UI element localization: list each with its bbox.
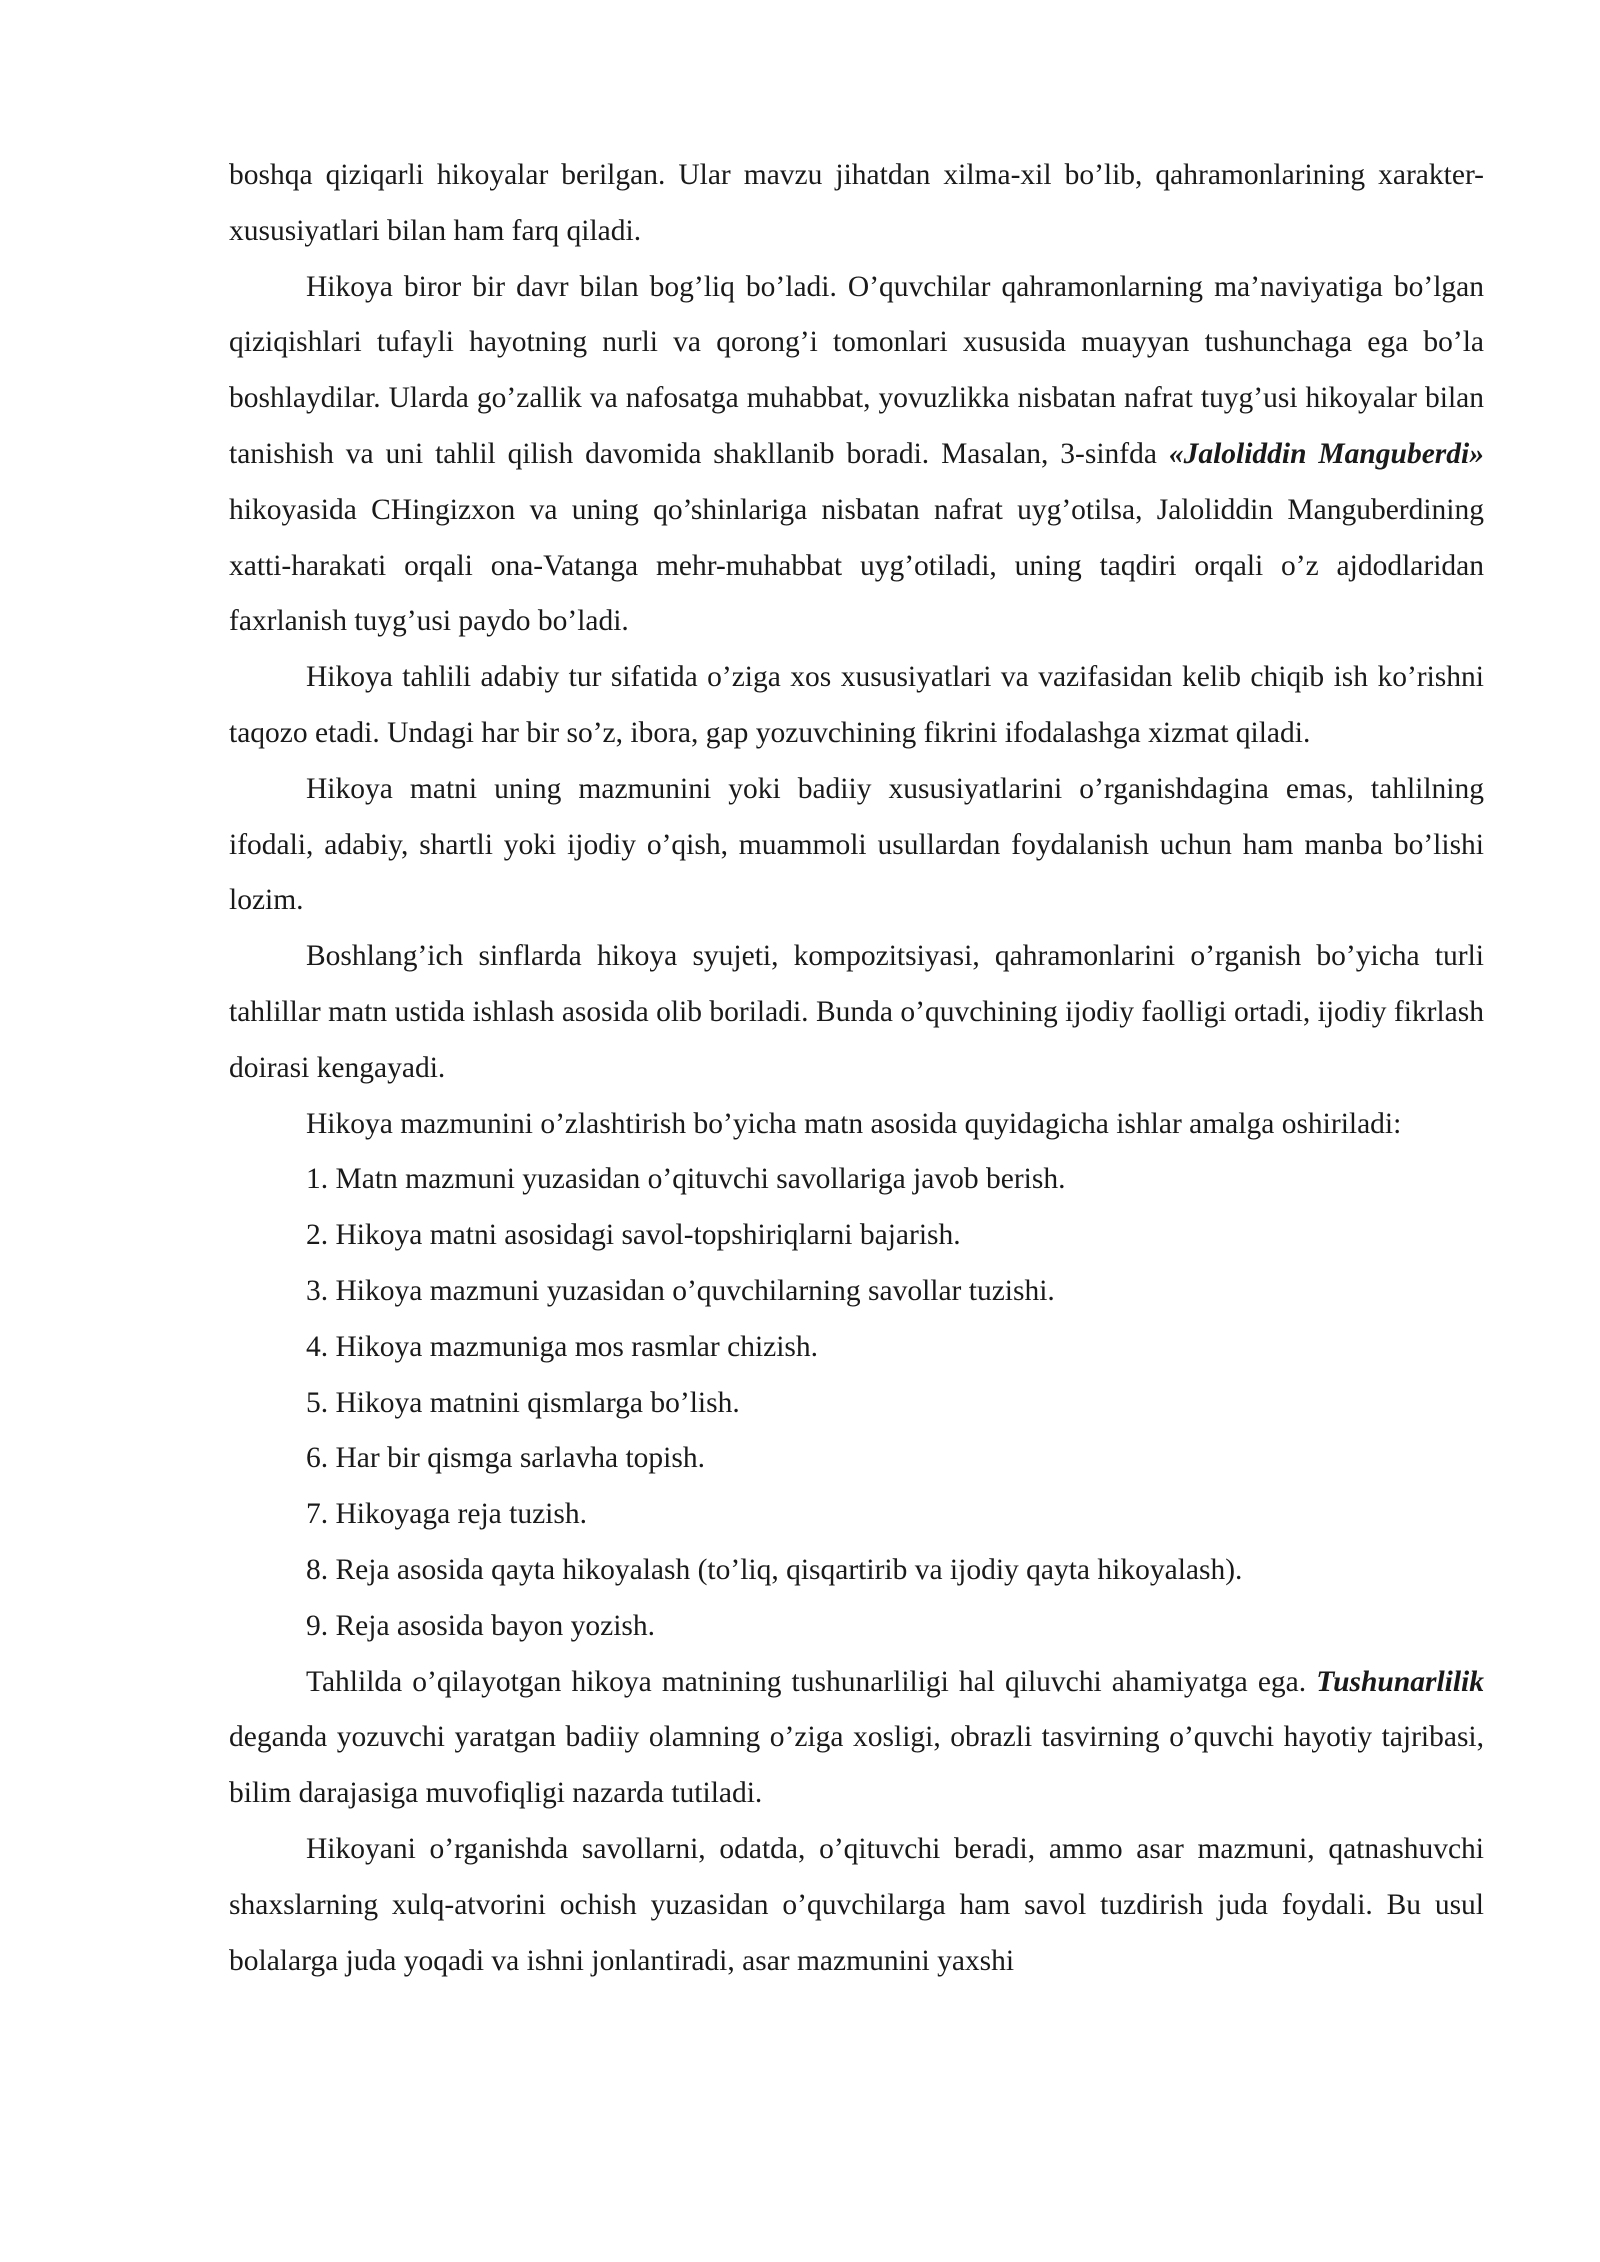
paragraph — [229, 1655, 1484, 1822]
list-item: 2. Hikoya matni asosidagi savol-topshiriqlarni bajarish. — [306, 1219, 961, 1252]
list-item: 5. Hikoya matnini qismlarga bo’lish. — [306, 1386, 740, 1419]
story-title-emphasis: «Jaloliddin Manguberdi» — [1168, 437, 1484, 470]
paragraph: Hikoya tahlili adabiy tur sifatida o’ziga xos xususiyatlari va vazifasidan kelib chiqib ish ko’rishni taqozo etadi. Undagi har bir so’z, ibora, gap yozuvchining fikrini ifodalashga xizmat qiladi. — [229, 661, 1484, 749]
list-item: 9. Reja asosida bayon yozish. — [306, 1609, 656, 1642]
paragraph — [229, 260, 1484, 651]
list-item: 1. Matn mazmuni yuzasidan o’qituvchi savollariga javob berish. — [306, 1163, 1066, 1196]
paragraph: Hikoyani o’rganishda savollarni, odatda, o’qituvchi beradi, ammo asar mazmuni, qatnashuvchi shaxslarning xulq-atvorini ochish yuzasidan o’quvchilarga ham savol tuzdirish juda foydali. Bu usul bolalarga juda yoqadi va ishni jonlantiradi, asar mazmunini yaxshi — [229, 1832, 1484, 1977]
numbered-list — [229, 1152, 1484, 1654]
list-item: 7. Hikoyaga reja tuzish. — [306, 1498, 587, 1531]
paragraph-text: hikoyasida CHingizxon va uning qo’shinlariga nisbatan nafrat uyg’otilsa, Jaloliddin Manguberdining xatti-harakati orqali ona-Vatanga mehr-muhabbat uyg’otiladi, uning taqdiri orqali o’z ajdodlaridan faxrlanish tuyg’usi paydo bo’ladi. — [229, 493, 1484, 638]
list-item: 8. Reja asosida qayta hikoyalash (to’liq, qisqartirib va ijodiy qayta hikoyalash). — [306, 1553, 1243, 1586]
term-emphasis: Tushunarlilik — [1316, 1665, 1484, 1698]
list-item: 3. Hikoya mazmuni yuzasidan o’quvchilarning savollar tuzishi. — [306, 1274, 1055, 1307]
paragraph-text: deganda yozuvchi yaratgan badiiy olamning o’ziga xosligi, obrazli tasvirning o’quvchi hayotiy tajribasi, bilim darajasiga muvofiqligi nazarda tutiladi. — [229, 1721, 1484, 1810]
paragraph: boshqa qiziqarli hikoyalar berilgan. Ular mavzu jihatdan xilma-xil bo’lib, qahramonlarining xarakter-xususiyatlari bilan ham farq qiladi. — [229, 159, 1484, 247]
paragraph: Boshlang’ich sinflarda hikoya syujeti, kompozitsiyasi, qahramonlarini o’rganish bo’yicha turli tahlillar matn ustida ishlash asosida olib boriladi. Bunda o’quvchining ijodiy faolligi ortadi, ijodiy fikrlash doirasi kengayadi. — [229, 940, 1484, 1084]
paragraph-text: Tahlilda o’qilayotgan hikoya matnining tushunarliligi hal qiluvchi ahamiyatga ega. — [306, 1665, 1317, 1698]
paragraph-text: Hikoya biror bir davr bilan bog’liq bo’ladi. O’quvchilar qahramonlarning ma’naviyatiga bo’lgan qiziqishlari tufayli hayotning nurli va qorong’i tomonlari xususida muayyan tushunchaga ega bo’la boshlaydilar. Ularda go’zallik va nafosatga muhabbat, yovuzlikka nisbatan nafrat tuyg’usi hikoyalar bilan tanishish va uni tahlil qilish davomida shakllanib boradi. Masalan, 3-sinfda — [229, 270, 1484, 470]
paragraph: Hikoya matni uning mazmunini yoki badiiy xususiyatlarini o’rganishdagina emas, tahlilning ifodali, adabiy, shartli yoki ijodiy o’qish, muammoli usullardan foydalanish uchun ham manba bo’lishi lozim. — [229, 772, 1484, 917]
paragraph: Hikoya mazmunini o’zlashtirish bo’yicha matn asosida quyidagicha ishlar amalga oshiriladi: — [306, 1107, 1402, 1140]
list-item: 4. Hikoya mazmuniga mos rasmlar chizish. — [306, 1330, 819, 1363]
list-item: 6. Har bir qismga sarlavha topish. — [306, 1442, 705, 1475]
